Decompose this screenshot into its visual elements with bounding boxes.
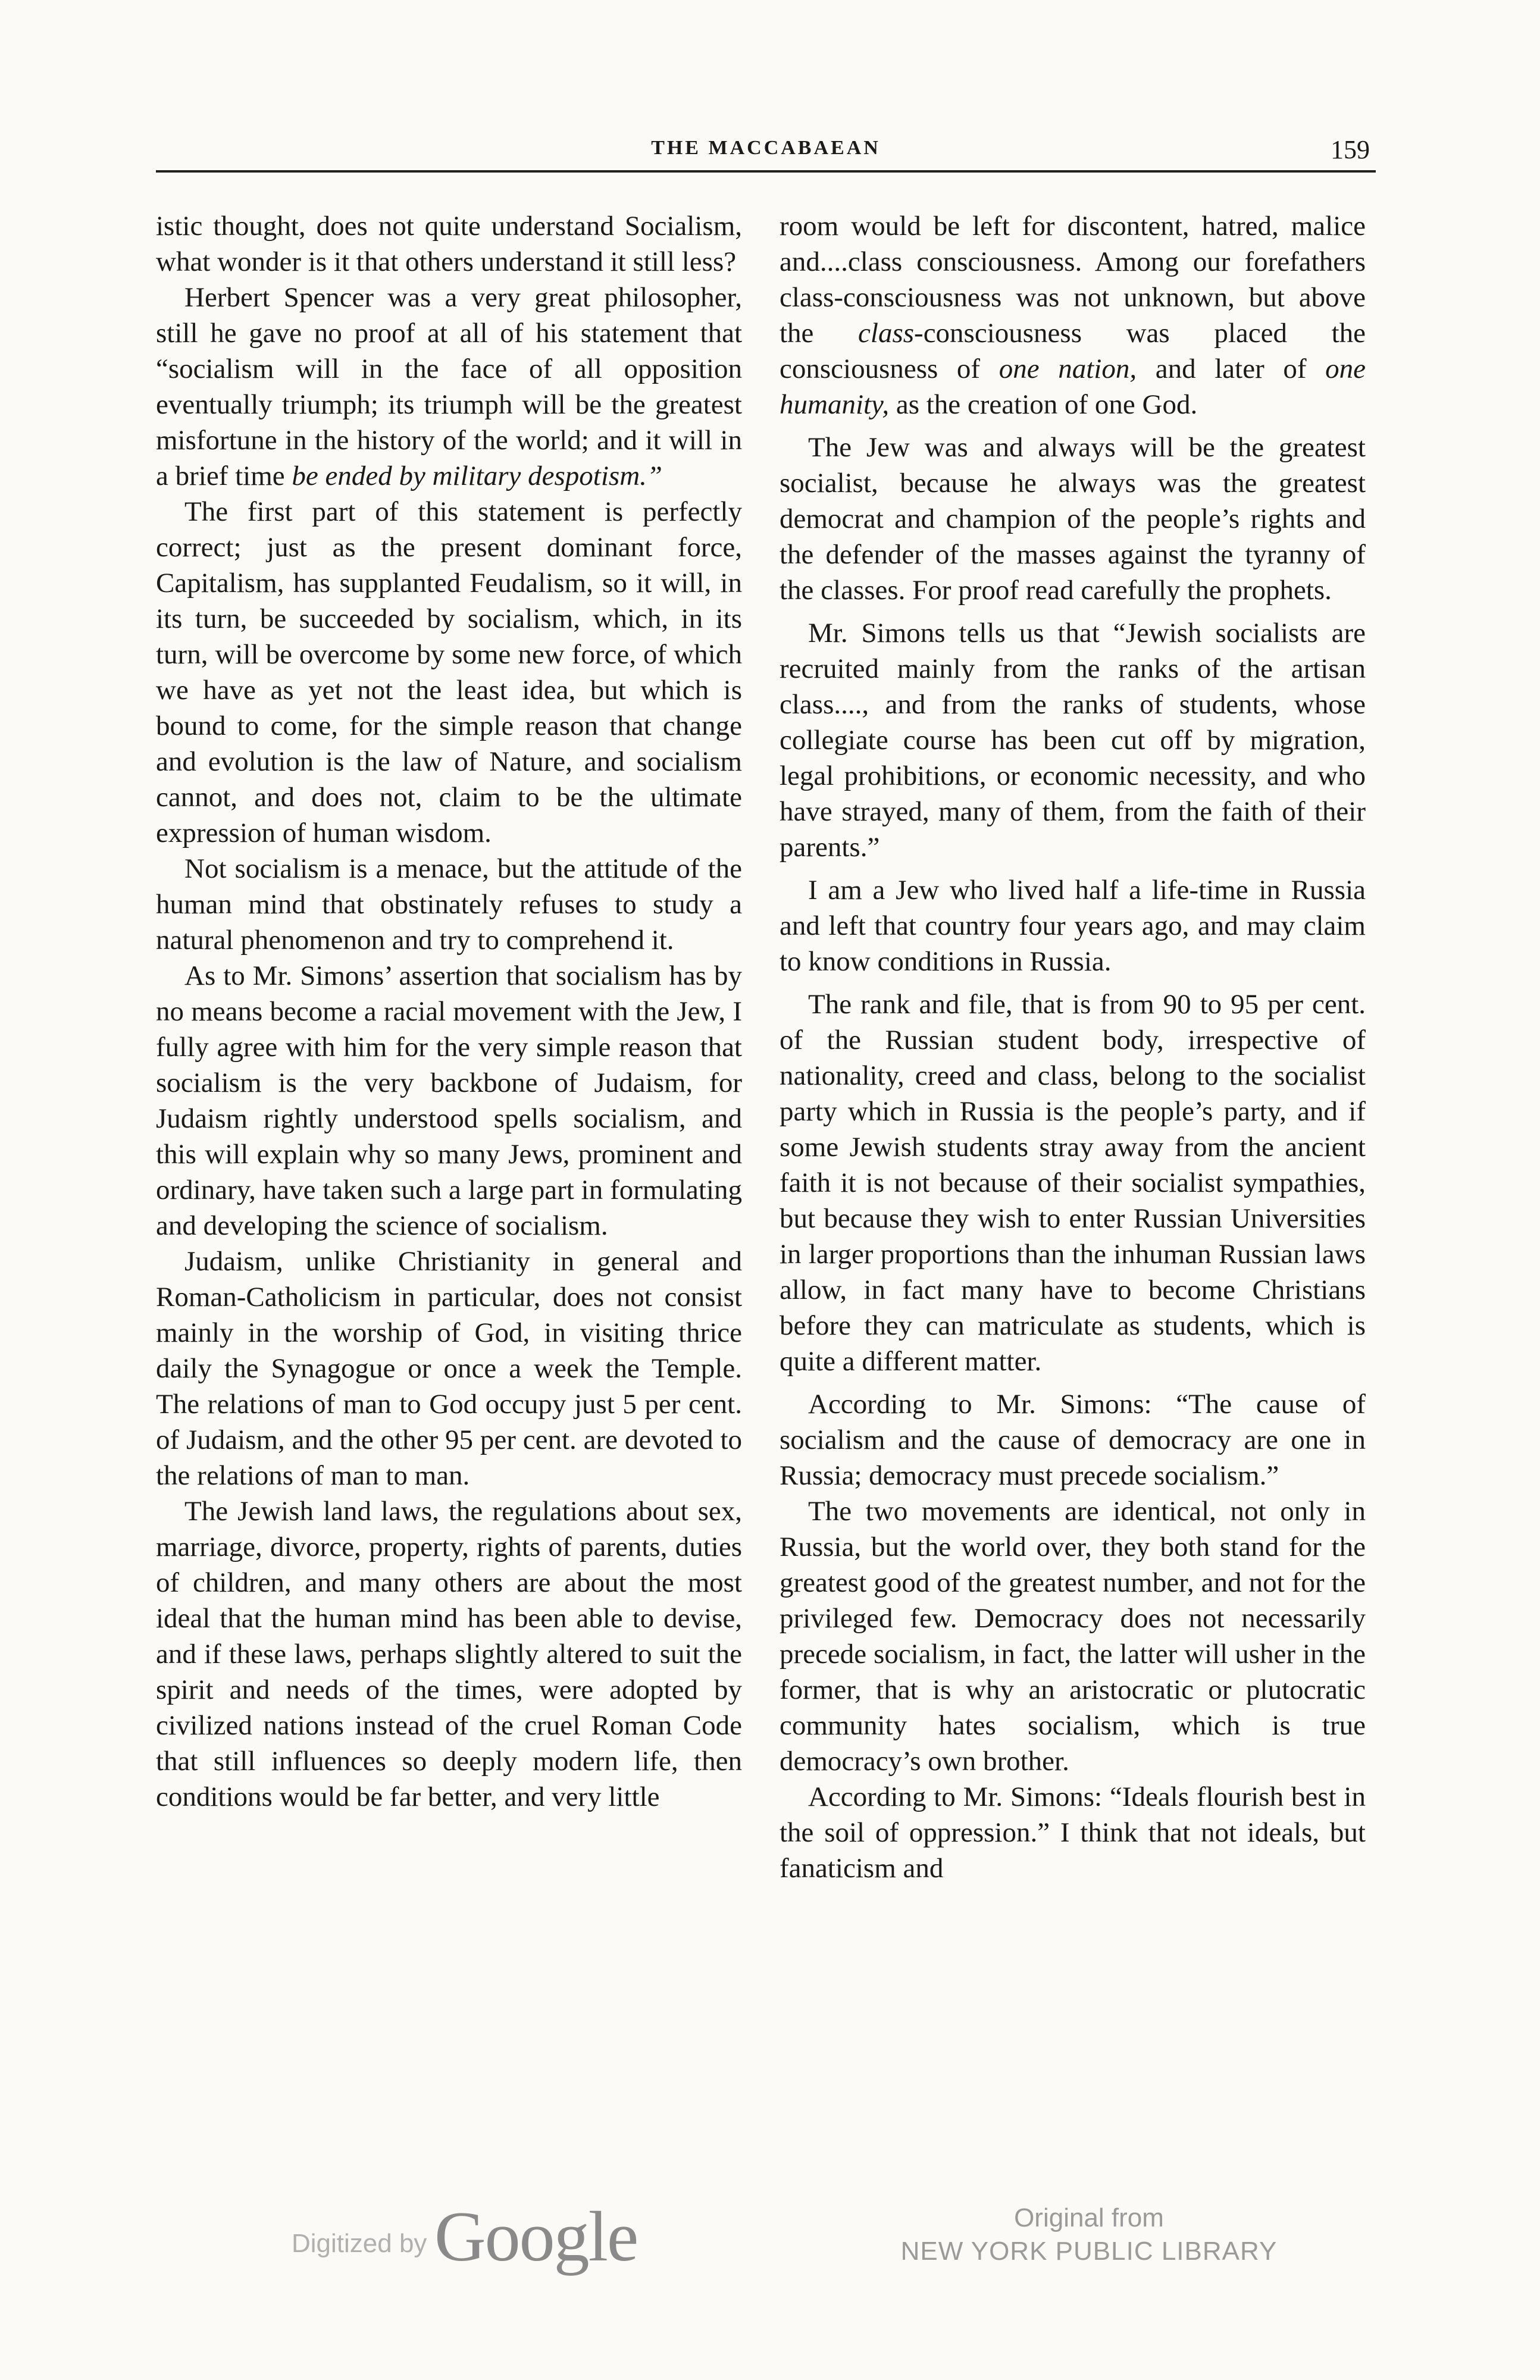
paragraph-text: Herbert Spencer was a very great philosopher, still he gave no proof at all of his statement that “socialism will in the face of all opposition eventually triumph; its triumph will be the greatest misfortune in the history of the world; and it will in a brief time <box>156 282 742 491</box>
google-logo: Google <box>434 2197 638 2276</box>
paragraph: The rank and file, that is from 90 to 95 per cent. of the Russian student body, irrespective of nationality, creed and class, belong to the socialist party which in Russia is the people’s party, and if some Jewish students stray away from the ancient faith it is not because of their socialist sympathies, but because they wish to enter Russian Universities in larger proportions than the inhuman Russian laws allow, in fact many have to become Christians before they can matriculate as students, which is quite a different matter. <box>780 989 1366 1377</box>
paragraph: As to Mr. Simons’ assertion that socialism has by no means become a racial movement with the Jew, I fully agree with him for the very simple reason that socialism is the very backbone of Judaism, for Judaism rightly understood spells socialism, and this will explain why so many Jews, prominent and ordinary, have taken such a large part in formulating and developing the science of socialism. <box>156 960 742 1241</box>
digitized-by-watermark <box>292 2196 708 2285</box>
paragraph-text: and later of <box>1155 353 1307 384</box>
paragraph: Mr. Simons tells us that “Jewish socialists are recruited mainly from the ranks of the artisan class...., and from the ranks of students, whose collegiate course has been cut off by migration, legal prohibitions, or economic necessity, and who have strayed, many of them, from the faith of their parents.” <box>780 618 1366 863</box>
paragraph-text: -consciousness was placed the consciousness of <box>780 318 1366 384</box>
emphasis-text: be ended by military despotism.” <box>292 461 663 491</box>
paragraph-text: room would be left for discontent, hatred, malice and....class consciousness. Among our forefathers class-consciousness was not unknown, but above the <box>780 211 1366 349</box>
header-rule <box>156 170 1376 173</box>
paragraph-text: as the creation of one God. <box>896 389 1198 420</box>
paragraph: istic thought, does not quite understand Socialism, what wonder is it that others understand it still less? <box>156 211 742 277</box>
digitized-by-label: Digitized by <box>292 2229 427 2258</box>
paragraph <box>780 208 1366 422</box>
source-attribution <box>881 2202 1297 2268</box>
paragraph: I am a Jew who lived half a life-time in Russia and left that country four years ago, and may claim to know conditions in Russia. <box>780 875 1366 977</box>
original-from-label: Original from <box>1014 2203 1164 2232</box>
paragraph: According to Mr. Simons: “Ideals flourish best in the soil of oppression.” I think that not ideals, but fanaticism and <box>780 1781 1366 1884</box>
paragraph: Judaism, unlike Christianity in general and Roman-Catholicism in particular, does not consist mainly in the worship of God, in visiting thrice daily the Synagogue or once a week the Temple. The relations of man to God occupy just 5 per cent. of Judaism, and the other 95 per cent. are devoted to the relations of man to man. <box>156 1246 742 1491</box>
paragraph: According to Mr. Simons: “The cause of socialism and the cause of democracy are one in Russia; democracy must precede socialism.” <box>780 1389 1366 1491</box>
paragraph: The first part of this statement is perfectly correct; just as the present dominant force, Capitalism, has supplanted Feudalism, so it will, in its turn, be succeeded by socialism, which, in its turn, will be overcome by some new force, of which we have as yet not the least idea, but which is bound to come, for the simple reason that change and evolution is the law of Nature, and socialism cannot, and does not, claim to be the ultimate expression of human wisdom. <box>156 496 742 848</box>
library-name: NEW YORK PUBLIC LIBRARY <box>900 2237 1278 2266</box>
emphasis-text: one humanity, <box>780 353 1366 420</box>
paragraph: The Jew was and always will be the greatest socialist, because he always was the greatest democrat and champion of the people’s rights and the defender of the masses against the tyranny of the classes. For proof read carefully the prophets. <box>780 432 1366 606</box>
paragraph <box>156 280 742 494</box>
paragraph: Not socialism is a menace, but the attitude of the human mind that obstinately refuses to study a natural phenomenon and try to comprehend it. <box>156 853 742 956</box>
emphasis-text: class <box>858 318 915 349</box>
left-column <box>156 208 742 1815</box>
page-number: 159 <box>1331 135 1370 164</box>
journal-title: THE MACCABAEAN <box>651 137 881 159</box>
emphasis-text: one nation, <box>999 353 1137 384</box>
right-column <box>780 208 1366 1886</box>
paragraph: The two movements are identical, not only in Russia, but the world over, they both stand for the greatest good of the greatest number, and not for the privileged few. Democracy does not necessarily precede socialism, in fact, the latter will usher in the former, that is why an aristocratic or plutocratic community hates socialism, which is true democracy’s own brother. <box>780 1496 1366 1777</box>
paragraph: The Jewish land laws, the regulations about sex, marriage, divorce, property, rights of parents, duties of children, and many others are about the most ideal that the human mind has been able to devise, and if these laws, perhaps slightly altered to suit the spirit and needs of the times, were adopted by civilized nations instead of the cruel Roman Code that still influences so deeply modern life, then conditions would be far better, and very little <box>156 1496 742 1812</box>
